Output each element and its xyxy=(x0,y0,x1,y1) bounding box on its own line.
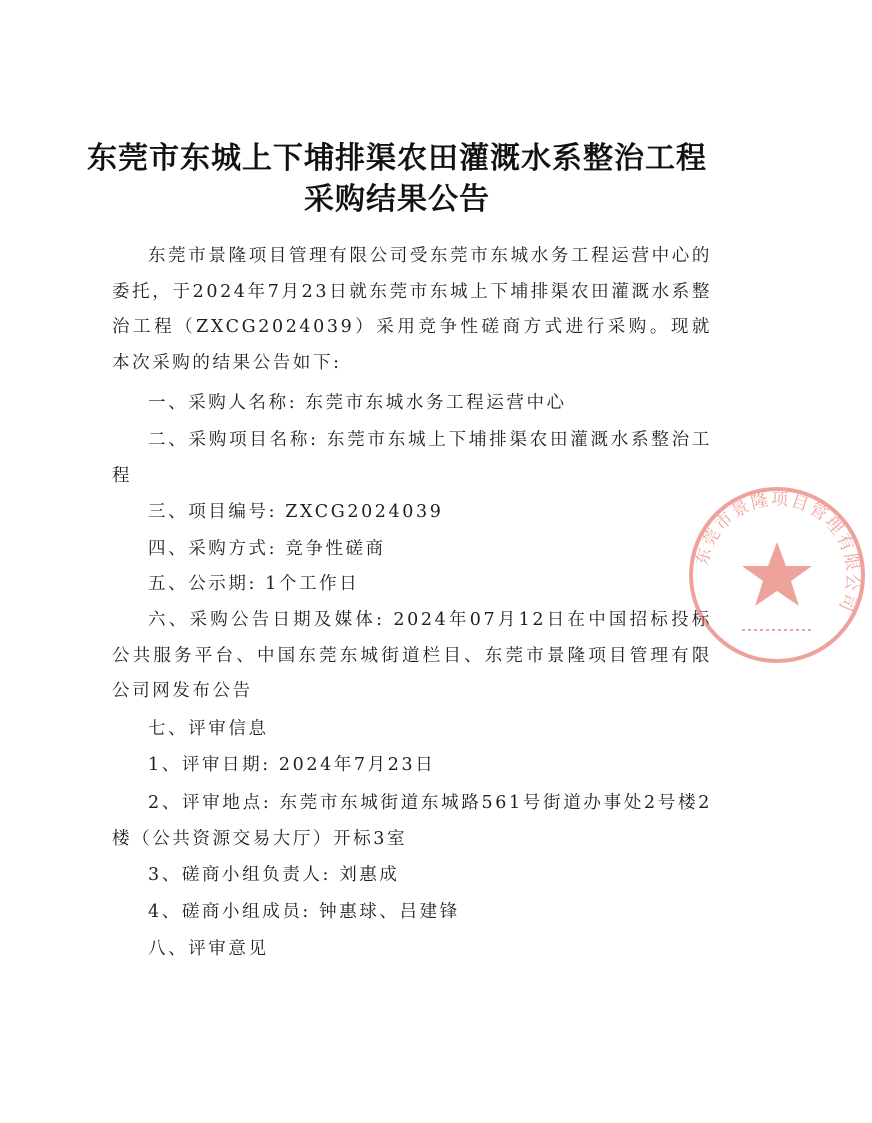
item-publicity-period: 五、公示期: 1个工作日 xyxy=(148,574,360,594)
item-review-location: 2、评审地点: 东莞市东城街道东城路561号街道办事处2号楼2楼（公共资源交易大厅）开标3室 xyxy=(112,793,712,849)
item-purchaser-name: 一、采购人名称: 东莞市东城水务工程运营中心 xyxy=(148,393,567,413)
item-panel-members: 4、磋商小组成员: 钟惠球、吕建锋 xyxy=(148,902,460,922)
item-review-opinion-heading: 八、评审意见 xyxy=(148,939,269,959)
item-procurement-method: 四、采购方式: 竞争性磋商 xyxy=(148,539,386,559)
item-project-name: 二、采购项目名称: 东莞市东城上下埔排渠农田灌溉水系整治工程 xyxy=(112,430,712,486)
item-review-date: 1、评审日期: 2024年7月23日 xyxy=(148,755,436,775)
item-review-info-heading: 七、评审信息 xyxy=(148,719,269,739)
item-project-number: 三、项目编号: ZXCG2024039 xyxy=(148,502,444,522)
document-title-line2: 采购结果公告 xyxy=(304,182,490,217)
item-announcement-media: 六、采购公告日期及媒体: 2024年07月12日在中国招标投标公共服务平台、中国东莞东城街道栏目、东莞市景隆项目管理有限公司网发布公告 xyxy=(112,610,712,701)
seal-text: 东莞市景隆项目管理有限公司 xyxy=(692,489,863,616)
item-panel-leader: 3、磋商小组负责人: 刘惠成 xyxy=(148,865,400,885)
company-seal xyxy=(682,480,872,670)
seal-star-icon xyxy=(742,542,812,606)
document-title-line1: 东莞市东城上下埔排渠农田灌溉水系整治工程 xyxy=(87,141,707,176)
intro-paragraph: 东莞市景隆项目管理有限公司受东莞市东城水务工程运营中心的委托，于2024年7月23日就东莞市东城上下埔排渠农田灌溉水系整治工程（ZXCG2024039）采用竞争性磋商方式进行采购。现就本次采购的结果公告如下: xyxy=(112,246,712,373)
